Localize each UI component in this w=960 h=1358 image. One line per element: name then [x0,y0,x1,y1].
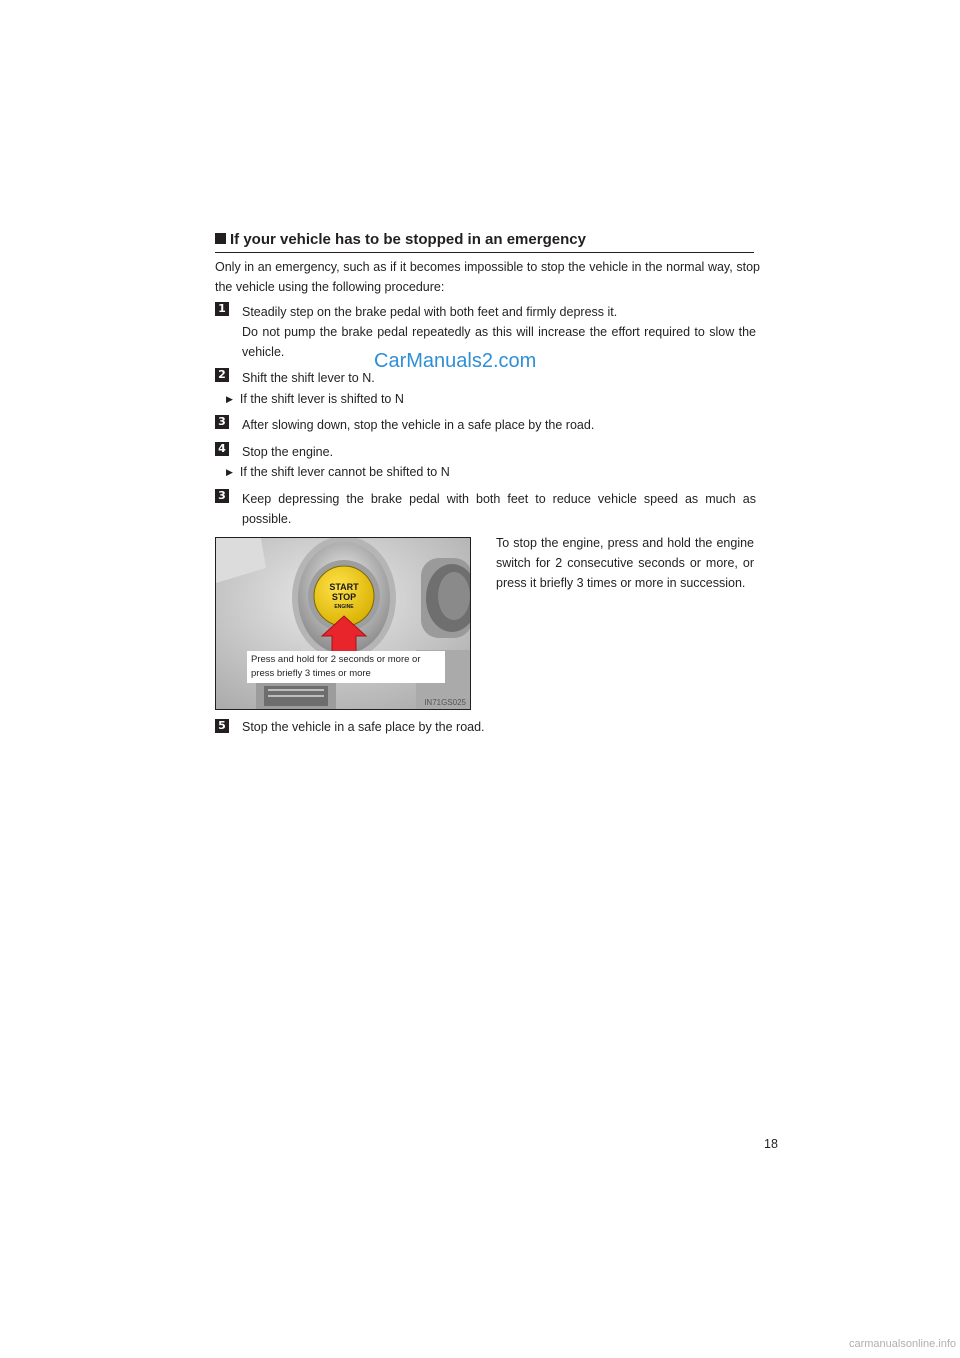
step-4-text: Stop the engine. [242,445,334,459]
step-number: 1 [215,302,229,316]
step-number: 4 [215,442,229,456]
button-label-start: START [329,582,359,592]
step-4b-text: To stop the engine, press and hold the engine switch for 2 consecutive seconds or more, or press it briefly 3 times or more in succession. [496,536,754,590]
step-number: 3 [215,489,229,503]
watermark: CarManuals2.com [374,350,537,372]
step-number: 2 [215,368,229,382]
condition-bullet [226,389,404,409]
intro-text: Only in an emergency, such as if it becomes impossible to stop the vehicle in the normal way, stop the vehicle using the following procedure: [215,260,760,294]
step-3b-text: Keep depressing the brake pedal with both feet to reduce vehicle speed as much as possible. [242,492,756,526]
button-label-stop: STOP [331,592,357,602]
step-1-line-1: Steadily step on the brake pedal with both feet and firmly depress it. [242,305,618,319]
section-heading [215,230,754,253]
step-5-text: Stop the vehicle in a safe place by the road. [242,720,485,734]
engine-switch-illustration [215,537,471,710]
step-number: 5 [215,719,229,733]
figure-callout: Press and hold for 2 seconds or more or press briefly 3 times or more [247,651,445,683]
step-number: 3 [215,415,229,429]
step-2-text: Shift the shift lever to N. [242,371,375,385]
condition-text: If the shift lever cannot be shifted to N [239,465,450,479]
square-bullet-icon [215,233,226,244]
triangle-bullet-icon: ▶ [226,394,233,404]
condition-text: If the shift lever is shifted to N [239,392,404,406]
triangle-bullet-icon: ▶ [226,467,233,477]
page-number: 18 [764,1137,778,1151]
figure-code: IN71GS025 [424,698,466,707]
footer-watermark: carmanualsonline.info [848,1338,956,1350]
condition-bullet [226,462,450,482]
step-1-line-2: Do not pump the brake pedal repeatedly as this will increase the effort required to slow the vehicle. [242,325,756,359]
step-3-text: After slowing down, stop the vehicle in a safe place by the road. [242,418,595,432]
engine-switch-drawing [216,538,471,710]
section-heading-text: If your vehicle has to be stopped in an emergency [230,231,586,248]
button-label-engine: ENGINE [334,604,354,610]
